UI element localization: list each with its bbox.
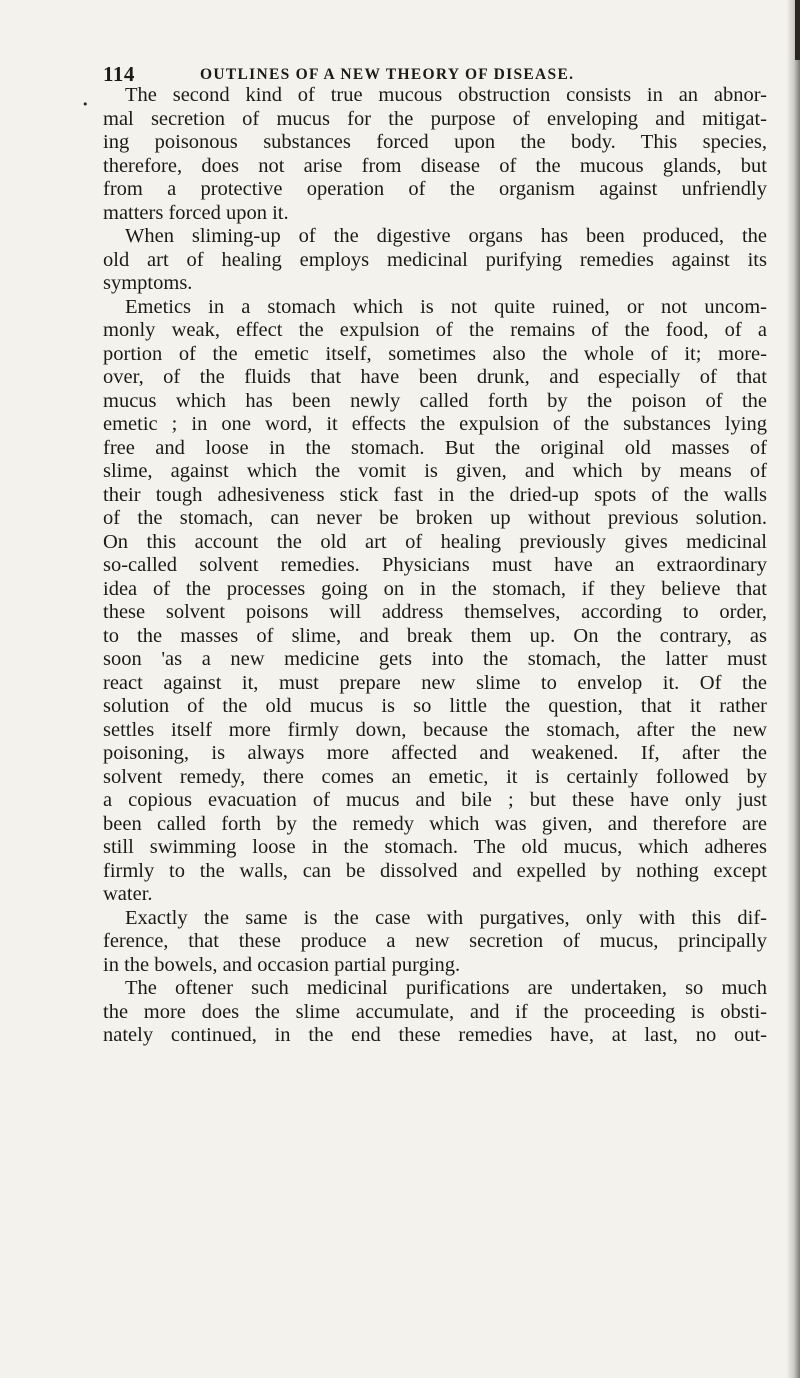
text-line: soon 'as a new medicine gets into the stomach, the latter must [103,648,767,670]
text-line: the more does the slime accumulate, and if the proceeding is obsti- [103,1000,767,1023]
text-line: idea of the processes going on in the stomach, if they believe that [103,577,767,600]
running-head: OUTLINES OF A NEW THEORY OF DISEASE. [200,66,575,83]
text-line: emetic ; in one word, it effects the expulsion of the substances lying [103,413,767,435]
text-line: The oftener such medicinal purifications are undertaken, so much [125,977,767,999]
page-header [103,62,763,86]
text-line: over, of the fluids that have been drunk, and especially of that [103,366,767,388]
text-line: mucus which has been newly called forth by the poison of the [103,389,767,412]
text-line: their tough adhesiveness stick fast in the dried-up spots of the walls [103,483,767,506]
body-text [103,84,767,1048]
text-line: these solvent poisons will address themselves, according to order, [103,601,767,623]
text-line: of the stomach, can never be broken up without previous solution. [103,507,767,529]
text-line: old art of healing employs medicinal purifying remedies against its [103,248,767,271]
text-line: symptoms. [103,272,193,294]
text-line: a copious evacuation of mucus and bile ; but these have only just [103,789,767,811]
text-line: therefore, does not arise from disease of the mucous glands, but [103,154,767,177]
text-line: mal secretion of mucus for the purpose of enveloping and mitigat- [103,107,767,130]
text-line: portion of the emetic itself, sometimes also the whole of it; more- [103,342,767,365]
text-line: so-called solvent remedies. Physicians must have an extraordinary [103,554,767,576]
text-line: still swimming loose in the stomach. The old mucus, which adheres [103,836,767,858]
text-line: monly weak, effect the expulsion of the remains of the food, of a [103,319,767,341]
text-line: free and loose in the stomach. But the original old masses of [103,436,767,459]
text-line: to the masses of slime, and break them up. On the contrary, as [103,624,767,647]
page-edge-binding [795,0,800,60]
text-line: ing poisonous substances forced upon the body. This species, [103,131,767,153]
text-line: Exactly the same is the case with purgatives, only with this dif- [125,906,767,929]
text-line: When sliming-up of the digestive organs has been produced, the [125,225,767,247]
margin-mark: • [82,98,89,111]
text-line: matters forced upon it. [103,201,289,224]
text-line: slime, against which the vomit is given, and which by means of [103,460,767,482]
text-line: been called forth by the remedy which was given, and therefore are [103,812,767,835]
text-line: in the bowels, and occasion partial purging. [103,953,461,976]
text-line: ference, that these produce a new secretion of mucus, principally [103,930,767,952]
text-line: water. [103,883,153,905]
text-line: The second kind of true mucous obstruction consists in an abnor- [125,84,767,106]
text-line: solvent remedy, there comes an emetic, it is certainly followed by [103,765,767,788]
text-line: On this account the old art of healing previously gives medicinal [103,530,767,553]
text-line: nately continued, in the end these remedies have, at last, no out- [103,1024,767,1046]
text-line: from a protective operation of the organism against unfriendly [103,178,767,200]
text-line: Emetics in a stomach which is not quite ruined, or not uncom- [125,295,767,318]
text-line: firmly to the walls, can be dissolved and expelled by nothing except [103,859,767,882]
page-number: 114 [103,62,135,86]
text-line: settles itself more firmly down, because the stomach, after the new [103,718,767,741]
text-line: solution of the old mucus is so little the question, that it rather [103,695,767,717]
page-edge-shadow [786,0,800,1378]
text-line: poisoning, is always more affected and weakened. If, after the [103,742,767,764]
text-line: react against it, must prepare new slime to envelop it. Of the [103,671,767,694]
